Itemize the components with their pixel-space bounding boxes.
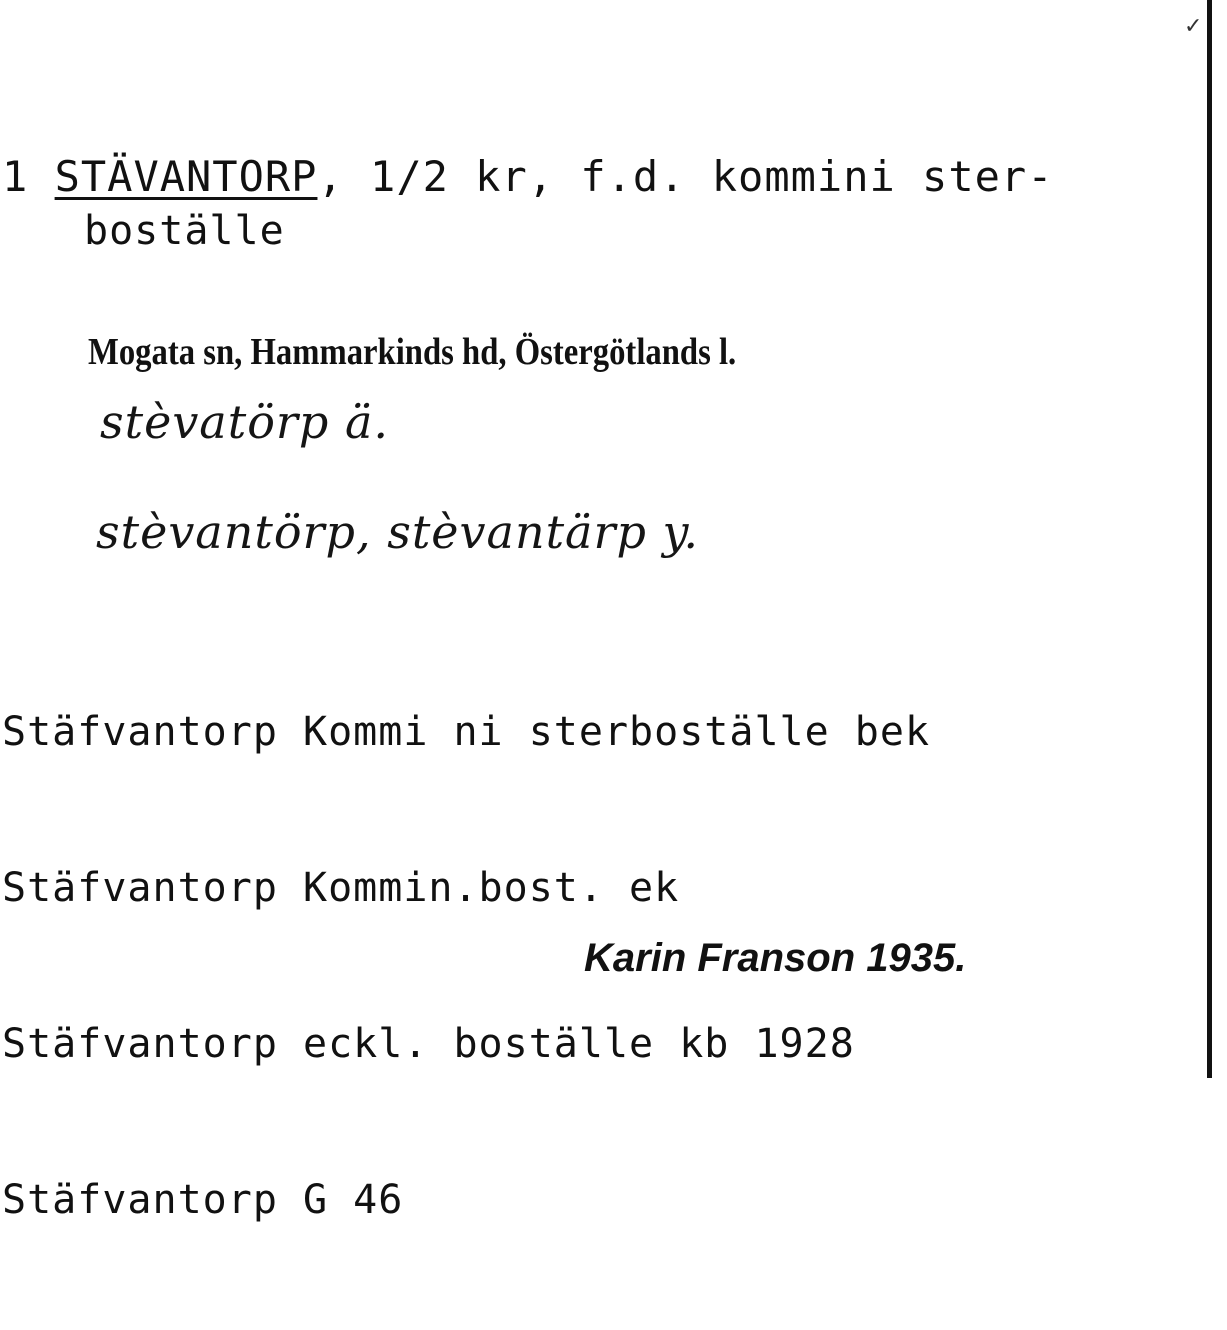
record-line: Stäfvantorp Kommin.bost. ek: [2, 865, 680, 911]
entry-name: STÄVANTORP: [54, 152, 318, 201]
entry-description-continued: boställe: [84, 208, 285, 254]
entry-number: 1: [2, 152, 29, 201]
card-right-border: [1207, 0, 1212, 1078]
record-line: Stäfvantorp Kommi ni sterboställe bek: [2, 709, 931, 755]
signature: Karin Franson 1935.: [584, 936, 967, 980]
record-line: Stäfvantorp eckl. boställe kb 1928: [2, 1021, 855, 1067]
entry-headline: [2, 150, 1053, 204]
record-line: Stäfvantorp G 46: [2, 1177, 404, 1223]
handwritten-pronunciation-1: stèvatörp ä.: [100, 395, 390, 449]
entry-description: , 1/2 kr, f.d. kommini ster-: [317, 152, 1054, 201]
handwritten-pronunciation-2: stèvantörp, stèvantärp y.: [96, 505, 700, 559]
location-line: Mogata sn, Hammarkinds hd, Östergötlands l.: [88, 331, 737, 373]
check-mark-icon: ✓: [1184, 14, 1203, 39]
